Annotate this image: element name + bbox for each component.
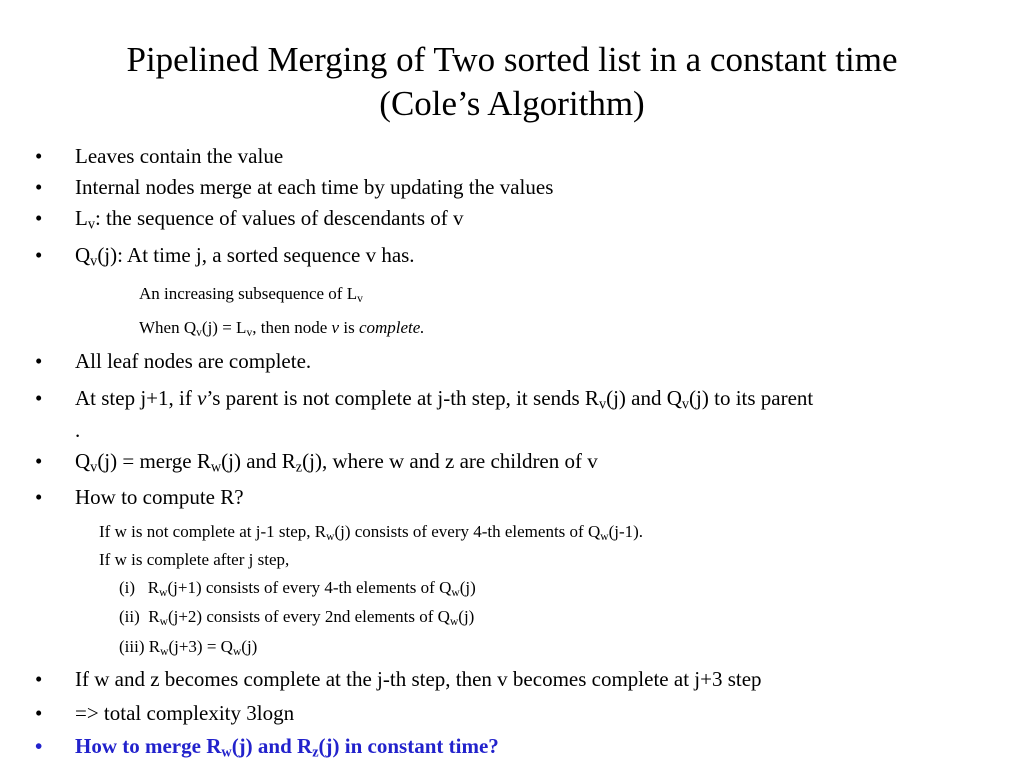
- text-part: Q: [75, 243, 91, 267]
- subscript: w: [221, 744, 232, 761]
- bullet-text: Internal nodes merge at each time by updating the values: [75, 175, 554, 199]
- text-italic: v: [197, 386, 207, 410]
- text-part: (j) in constant time?: [318, 734, 499, 758]
- text-part: (j): [241, 637, 258, 656]
- bullet-internal-nodes: [35, 175, 554, 200]
- subscript: w: [232, 644, 242, 658]
- text-part: (j) = merge R: [97, 449, 211, 473]
- text-part: (j): At time j, a sorted sequence v has.: [97, 243, 415, 267]
- subscript: w: [210, 459, 222, 476]
- bullet-marker: •: [35, 485, 43, 509]
- bullet-leaf-complete: [35, 349, 312, 374]
- bullet-marker: •: [35, 667, 43, 691]
- bullet-qv: [35, 243, 415, 270]
- sub-item-increasing: [139, 284, 363, 304]
- bullet-text: All leaf nodes are complete.: [75, 349, 312, 373]
- text-part: : the sequence of values of descendants of v: [94, 206, 464, 230]
- slide-title: [0, 38, 1024, 126]
- bullet-becomes-complete: [35, 667, 762, 692]
- bullet-marker: •: [35, 144, 43, 168]
- bullet-marker: •: [35, 386, 43, 410]
- bullet-marker: •: [35, 175, 43, 199]
- bullet-marker: •: [35, 449, 43, 473]
- text-part: When Q: [139, 318, 197, 337]
- sub-item-complete: [139, 318, 425, 338]
- title-line-2: (Cole’s Algorithm): [379, 84, 645, 123]
- text-part: .: [75, 418, 81, 442]
- text-part: (j-1).: [608, 522, 644, 541]
- bullet-marker: •: [35, 701, 43, 725]
- bullet-marker: •: [35, 349, 43, 373]
- subscript: v: [90, 459, 98, 476]
- bullet-lv: [35, 206, 464, 233]
- text-italic: v: [331, 318, 340, 337]
- subscript: v: [87, 216, 95, 233]
- text-part: How to merge R: [75, 734, 222, 758]
- subscript: v: [357, 291, 363, 305]
- subscript: w: [451, 585, 460, 599]
- bullet-text: How to compute R?: [75, 485, 244, 509]
- subscript: v: [196, 325, 202, 339]
- sub-item-complete-after: [99, 550, 289, 570]
- text-part: At step j+1, if: [75, 386, 198, 410]
- subscript: v: [681, 396, 690, 413]
- text-part: (j) and Q: [606, 386, 682, 410]
- text-part: An increasing subsequence of L: [139, 284, 358, 303]
- subscript: w: [159, 585, 168, 599]
- text-part: (j+3) = Q: [168, 637, 233, 656]
- subscript: w: [159, 614, 168, 628]
- text-part: (j): [458, 607, 475, 626]
- bullet-marker: •: [35, 734, 43, 758]
- text-part: If w is complete after j step,: [99, 550, 290, 569]
- text-part: Q: [75, 449, 91, 473]
- bullet-step-continuation: [75, 418, 80, 443]
- subscript: w: [600, 529, 609, 543]
- subscript: w: [449, 614, 459, 628]
- bullet-merge: [35, 449, 598, 476]
- bullet-step: [35, 386, 814, 413]
- text-part: If w is not complete at j-1 step, R: [99, 522, 327, 541]
- bullet-text: => total complexity 3logn: [75, 701, 295, 725]
- text-part: (j+1) consists of every 4-th elements of Q: [167, 578, 452, 597]
- bullet-leaves: [35, 144, 284, 169]
- text-part: is: [339, 318, 359, 337]
- case-ii: [119, 607, 474, 627]
- bullet-marker: •: [35, 206, 43, 230]
- subscript: v: [598, 396, 607, 413]
- subscript: w: [326, 529, 335, 543]
- text-part: (j) and R: [221, 449, 296, 473]
- bullet-text: If w and z becomes complete at the j-th step, then v becomes complete at j+3 step: [75, 667, 762, 691]
- text-part: (j), where w and z are children of v: [302, 449, 598, 473]
- text-part: , then node: [252, 318, 332, 337]
- bullet-constant-time-question: [35, 734, 499, 761]
- subscript: v: [90, 253, 98, 270]
- text-italic: complete.: [358, 318, 425, 337]
- text-part: (j) to its parent: [689, 386, 814, 410]
- subscript: z: [295, 459, 303, 476]
- text-part: (j) and R: [231, 734, 313, 758]
- subscript: v: [246, 325, 253, 339]
- subscript: w: [160, 644, 169, 658]
- bullet-compute-r: [35, 485, 244, 510]
- text-part: (j+2) consists of every 2nd elements of Q: [167, 607, 450, 626]
- text-part: (ii) R: [119, 607, 160, 626]
- text-part: (i) R: [119, 578, 160, 597]
- title-line-1: Pipelined Merging of Two sorted list in a constant time: [126, 40, 898, 79]
- text-part: (j) = L: [201, 318, 247, 337]
- text-part: (j) consists of every 4-th elements of Q: [334, 522, 601, 541]
- case-iii: [119, 637, 257, 657]
- bullet-marker: •: [35, 243, 43, 267]
- bullet-text: Leaves contain the value: [75, 144, 284, 168]
- bullet-total-complexity: [35, 701, 295, 726]
- text-part: (j): [459, 578, 476, 597]
- case-i: [119, 578, 476, 598]
- sub-item-not-complete: [99, 522, 643, 542]
- text-part: L: [75, 206, 88, 230]
- text-part: (iii) R: [119, 637, 161, 656]
- subscript: z: [312, 744, 319, 761]
- text-part: ’s parent is not complete at j-th step, it sends R: [206, 386, 599, 410]
